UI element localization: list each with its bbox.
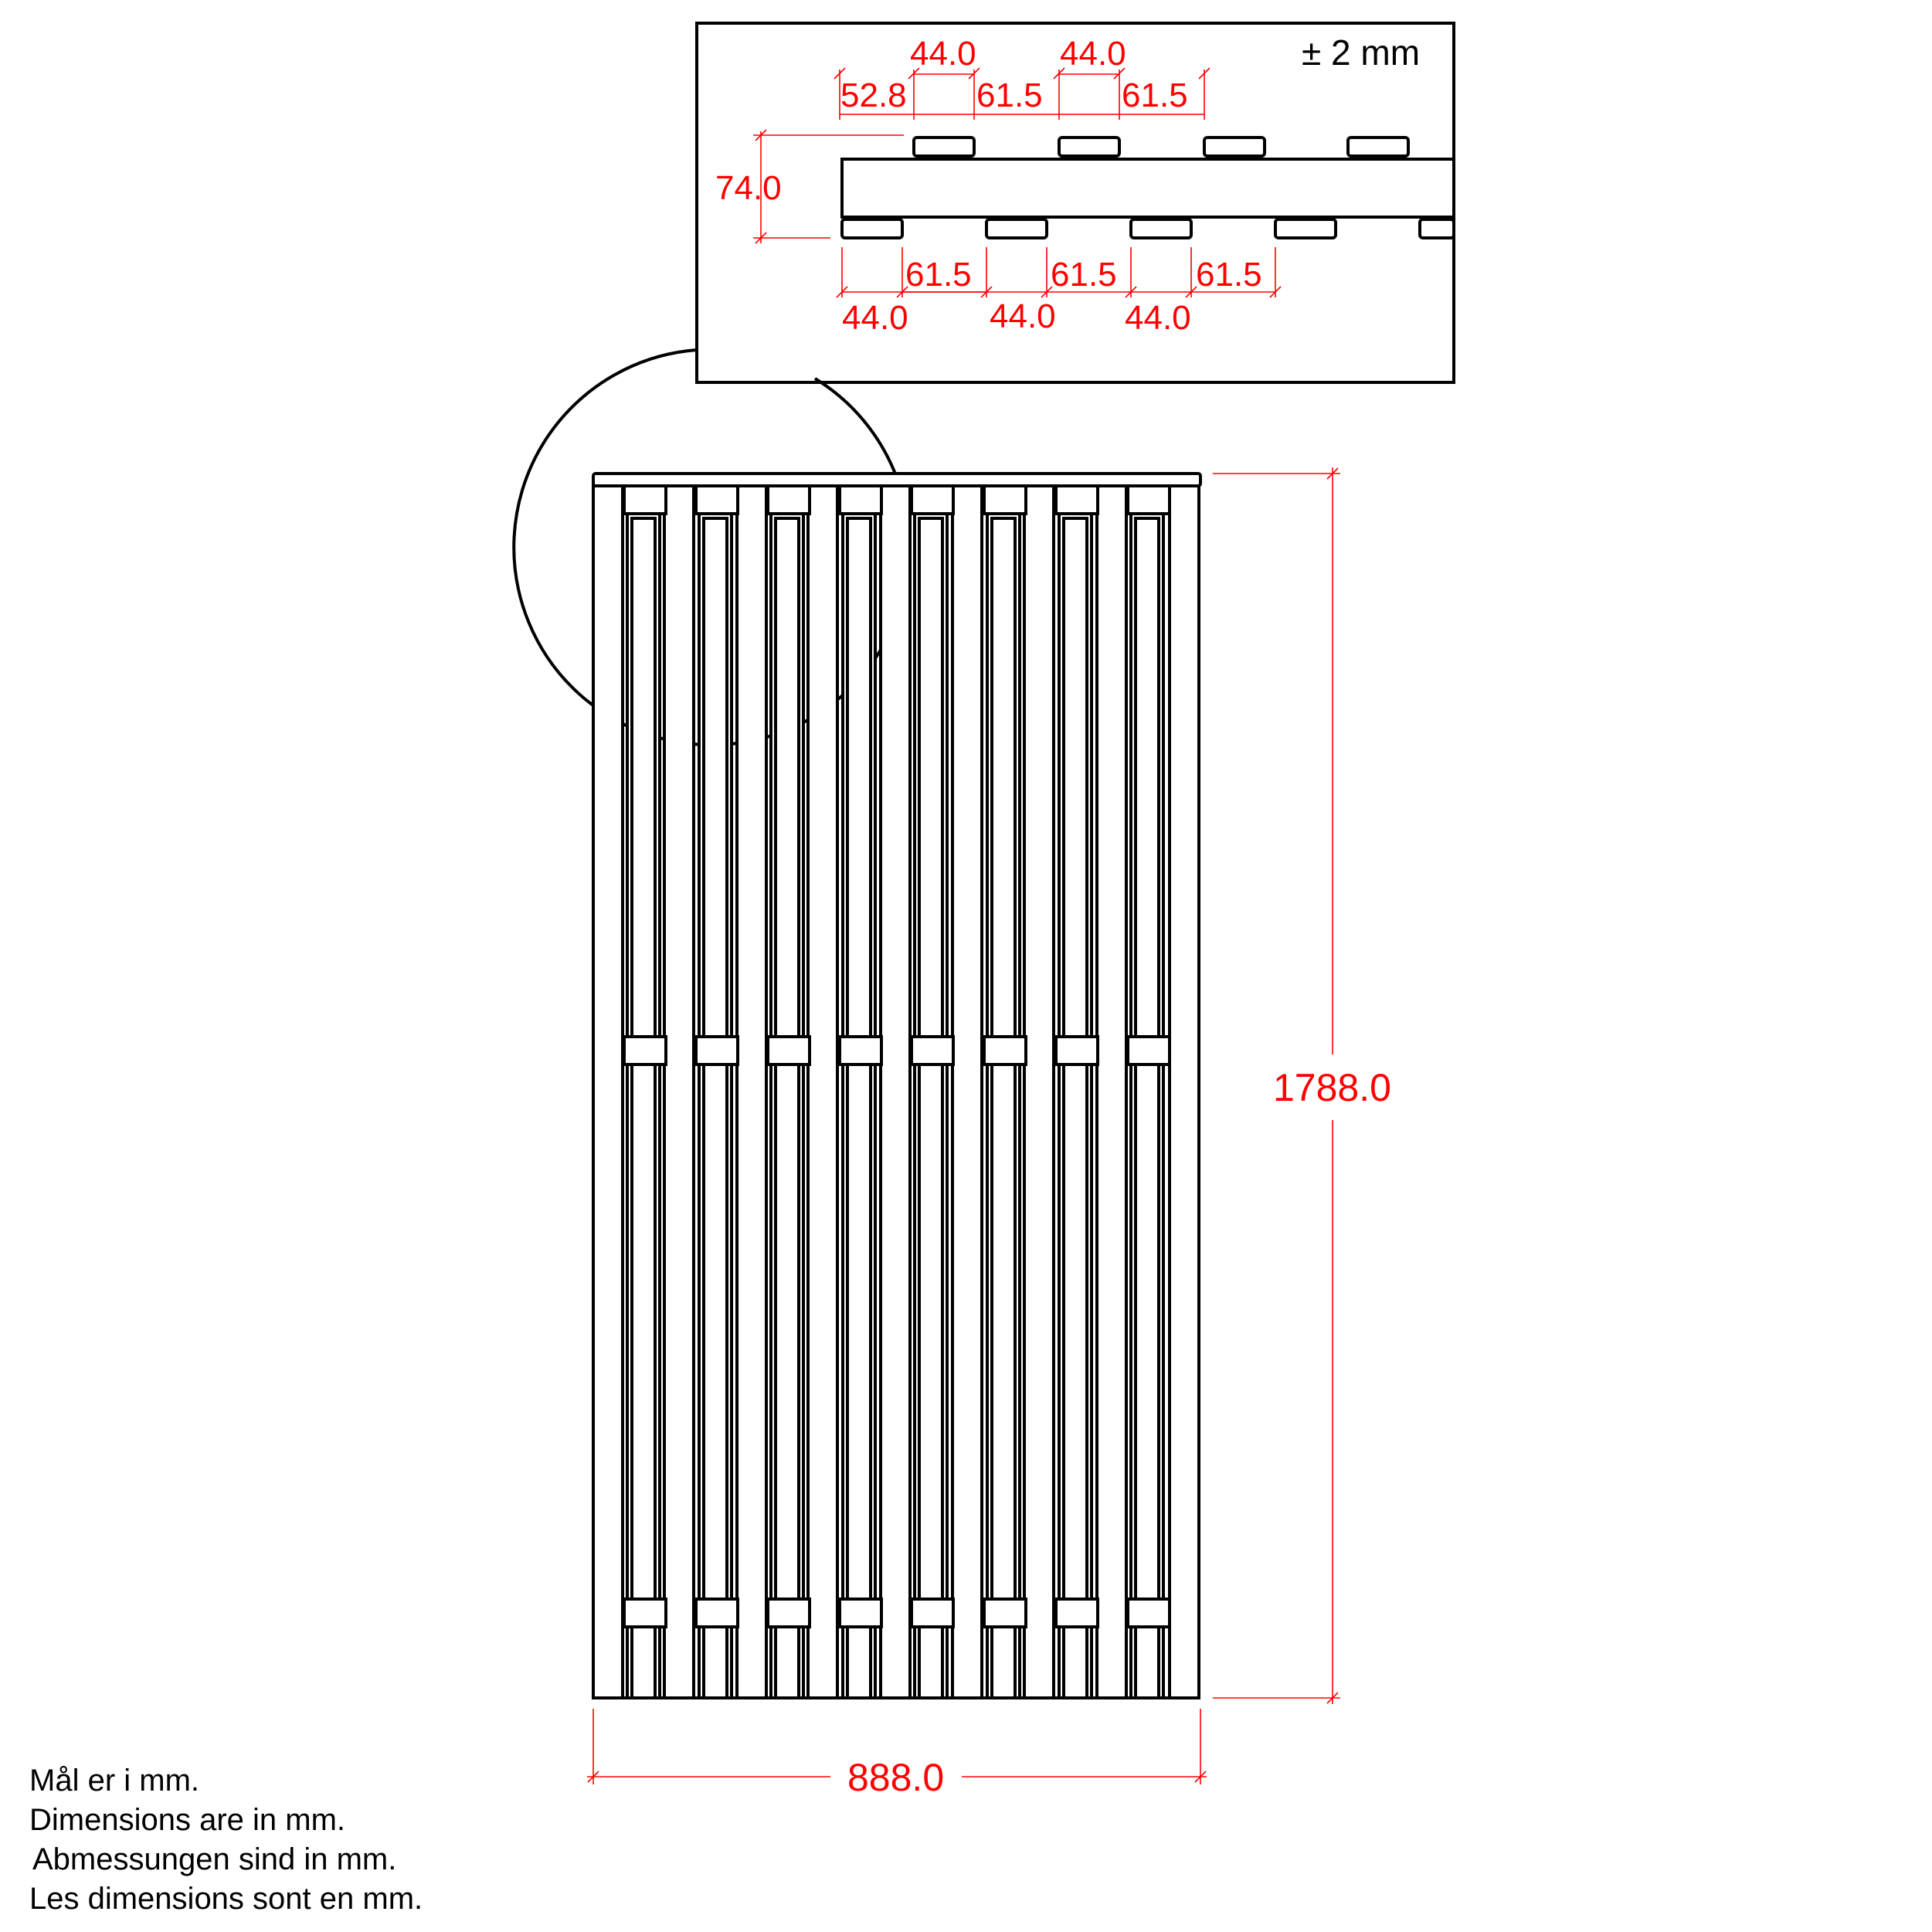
cross-rail-block	[984, 1037, 1026, 1064]
back-slat-inner	[704, 518, 727, 1698]
cross-rail-block	[1056, 1599, 1098, 1627]
cross-rail-block	[912, 1037, 953, 1064]
detail-bottom-slat	[842, 219, 902, 238]
front-slat	[1024, 486, 1054, 1698]
note-english: Dimensions are in mm.	[29, 1803, 346, 1837]
detail-top-slat	[1204, 138, 1265, 156]
tolerance-label: ± 2 mm	[1302, 32, 1421, 73]
cross-rail-block	[1056, 486, 1098, 514]
back-slat-inner	[992, 518, 1015, 1698]
front-slat	[1097, 486, 1126, 1698]
back-slat-inner	[776, 518, 799, 1698]
cross-rail-block	[1056, 1037, 1098, 1064]
detail-bottom-gap-3: 44.0	[1125, 299, 1191, 337]
back-slat-inner	[847, 518, 871, 1698]
detail-bottom-spacing-3: 61.5	[1196, 256, 1262, 294]
cross-rail-block	[696, 1599, 738, 1627]
cross-rail-block	[768, 486, 810, 514]
front-slat	[737, 486, 766, 1698]
detail-bottom-spacing-1: 61.5	[905, 256, 972, 294]
front-slat	[593, 486, 623, 1698]
cross-rail-block	[912, 1599, 953, 1627]
detail-bottom-gap-2: 44.0	[990, 297, 1056, 335]
detail-bottom-slat	[1275, 219, 1336, 238]
main-panel	[593, 474, 1200, 1698]
cross-rail-block	[840, 1599, 881, 1627]
detail-bottom-spacing-2: 61.5	[1051, 256, 1117, 294]
detail-top-spacing-3: 61.5	[1122, 76, 1188, 114]
front-slat	[808, 486, 837, 1698]
front-slat	[1170, 486, 1199, 1698]
detail-top-slat	[1059, 138, 1119, 156]
cross-rail-block	[840, 1037, 881, 1064]
detail-top-gap-1: 44.0	[910, 35, 976, 73]
detail-top-gap-2: 44.0	[1060, 35, 1126, 73]
back-slat-inner	[1064, 518, 1087, 1698]
cross-rail-block	[624, 1037, 666, 1064]
cross-rail-block	[624, 486, 666, 514]
front-slat	[664, 486, 694, 1698]
cross-rail-block	[768, 1599, 810, 1627]
detail-top-spacing-1: 52.8	[840, 76, 907, 114]
detail-bottom-gap-1: 44.0	[842, 299, 908, 337]
back-slat-inner	[1136, 518, 1159, 1698]
detail-frame	[697, 23, 1454, 382]
cross-rail-block	[696, 486, 738, 514]
cross-rail-block	[984, 486, 1026, 514]
units-notes	[29, 1761, 423, 1919]
detail-view	[697, 23, 1454, 382]
front-slat	[881, 486, 910, 1698]
back-slat-inner	[632, 518, 655, 1698]
front-slat	[952, 486, 982, 1698]
cross-rail-block	[912, 486, 953, 514]
note-danish: Mål er i mm.	[29, 1764, 199, 1798]
cross-rail-block	[1128, 1599, 1170, 1627]
cross-rail-block	[984, 1599, 1026, 1627]
cross-rail-block	[768, 1037, 810, 1064]
vertical-slats	[593, 486, 1199, 1698]
back-slat-inner	[919, 518, 942, 1698]
detail-bottom-slat	[1131, 219, 1191, 238]
detail-top-slat	[914, 138, 974, 156]
detail-bottom-slat	[986, 219, 1047, 238]
detail-bottom-slat	[1420, 219, 1454, 238]
cross-rail-block	[840, 486, 881, 514]
detail-height-value: 74.0	[715, 169, 782, 207]
panel-width-value: 888.0	[847, 1756, 945, 1799]
cross-rail-block	[696, 1037, 738, 1064]
note-german: Abmessungen sind in mm.	[32, 1842, 397, 1876]
top-rail	[593, 474, 1200, 486]
cross-rail-block	[1128, 1037, 1170, 1064]
detail-top-spacing-2: 61.5	[976, 76, 1043, 114]
cross-rail-block	[624, 1599, 666, 1627]
cross-rail-block	[1128, 486, 1170, 514]
panel-height-value: 1788.0	[1273, 1066, 1391, 1109]
detail-top-slat	[1348, 138, 1408, 156]
note-french: Les dimensions sont en mm.	[29, 1882, 423, 1916]
